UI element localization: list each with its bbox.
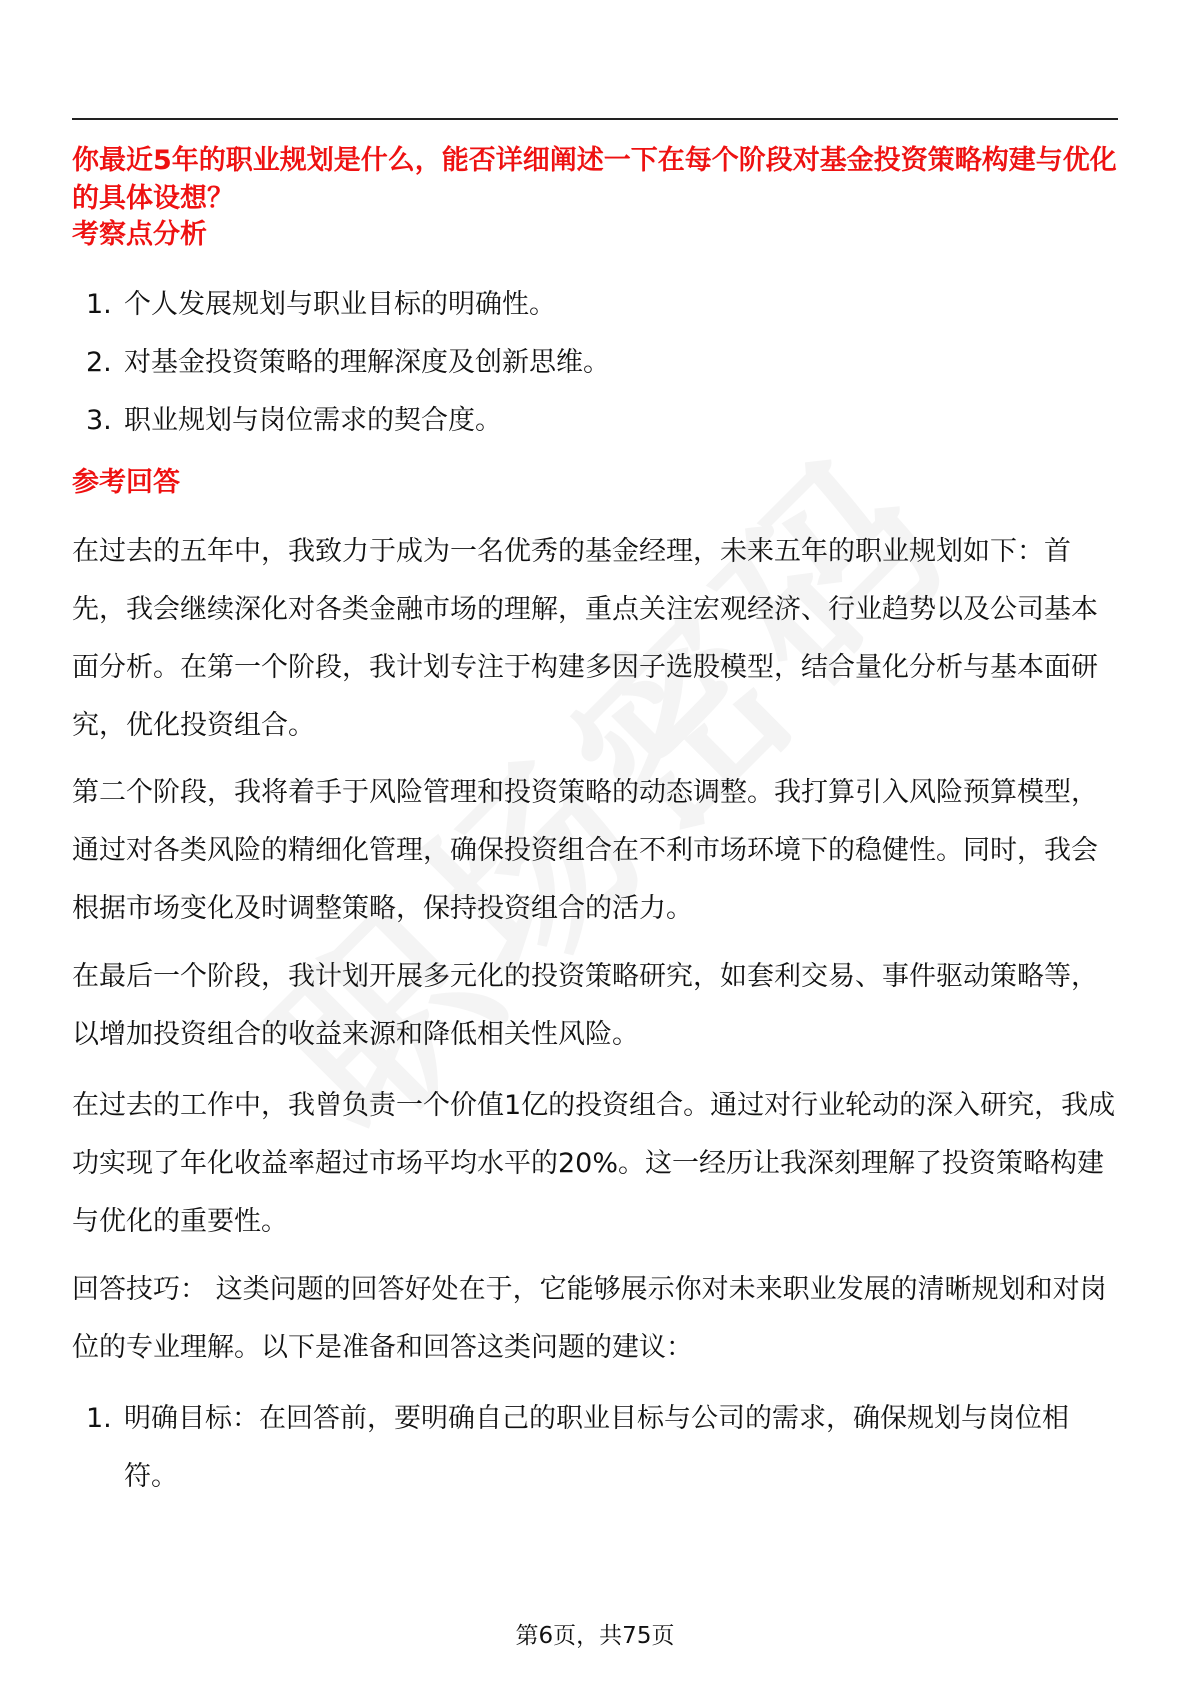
list-item [72,276,1118,334]
list-number: 1. [86,289,112,320]
list-text: 职业规划与岗位需求的契合度。 [124,405,502,436]
list-number: 1. [86,1403,112,1434]
answer-title: 参考回答 [72,467,180,498]
list-text: 个人发展规划与职业目标的明确性。 [124,289,556,320]
list-text: 明确目标：在回答前，要明确自己的职业目标与公司的需求，确保规划与岗位相符。 [124,1403,1069,1492]
list-number: 3. [86,405,112,436]
page-footer: 第6页，共75页 [515,1623,675,1649]
answer-paragraph: 第二个阶段，我将着手于风险管理和投资策略的动态调整。我打算引入风险预算模型，通过对各类风险的精细化管理，确保投资组合在不利市场环境下的稳健性。同时，我会根据市场变化及时调整策略，保持投资组合的活力。 [72,777,1098,924]
question-heading: 你最近5年的职业规划是什么，能否详细阐述一下在每个阶段对基金投资策略构建与优化的具体设想？ [72,145,1117,214]
tips-intro: 回答技巧： 这类问题的回答好处在于，它能够展示你对未来职业发展的清晰规划和对岗位的专业理解。以下是准备和回答这类问题的建议： [72,1274,1107,1363]
answer-paragraph: 在过去的工作中，我曾负责一个价值1亿的投资组合。通过对行业轮动的深入研究，我成功实现了年化收益率超过市场平均水平的20%。这一经历让我深刻理解了投资策略构建与优化的重要性。 [72,1090,1116,1237]
answer-paragraph: 在过去的五年中，我致力于成为一名优秀的基金经理，未来五年的职业规划如下：首先，我会继续深化对各类金融市场的理解，重点关注宏观经济、行业趋势以及公司基本面分析。在第一个阶段，我计划专注于构建多因子选股模型，结合量化分析与基本面研究，优化投资组合。 [72,536,1098,741]
tips-list [72,1390,1118,1506]
list-item [72,334,1118,392]
list-item [72,1390,1118,1506]
analysis-list [72,276,1118,450]
answer-paragraph: 在最后一个阶段，我计划开展多元化的投资策略研究，如套利交易、事件驱动策略等，以增加投资组合的收益来源和降低相关性风险。 [72,961,1098,1050]
list-text: 对基金投资策略的理解深度及创新思维。 [124,347,610,378]
list-item [72,392,1118,450]
header-rule [72,118,1118,120]
list-number: 2. [86,347,112,378]
analysis-title: 考察点分析 [72,219,207,250]
